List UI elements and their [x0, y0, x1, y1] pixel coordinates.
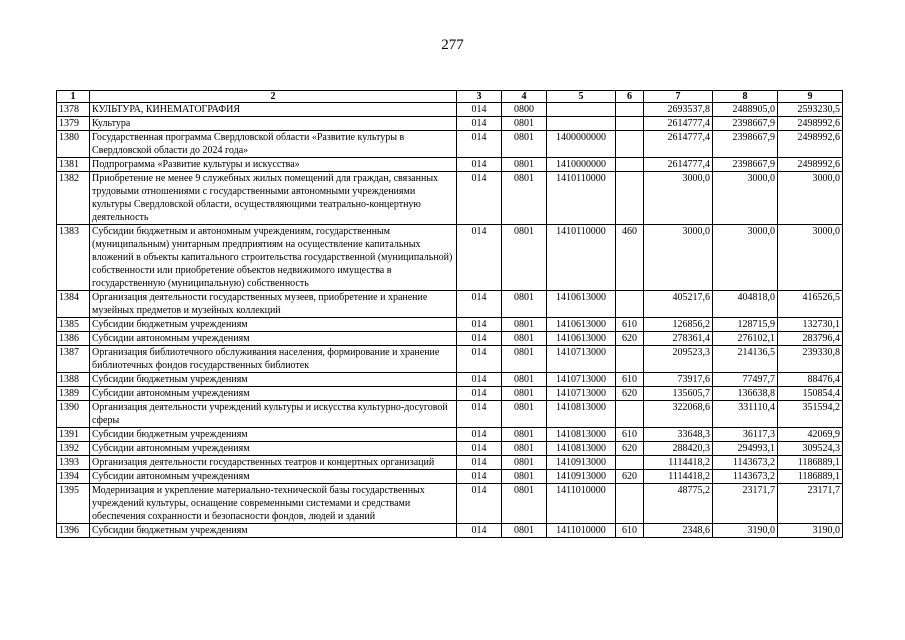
table-row: [57, 117, 843, 131]
row-number-cell: 1380: [57, 131, 90, 158]
amount-col9-cell: 2498992,6: [778, 131, 843, 158]
amount-col8-cell: 214136,5: [713, 346, 778, 373]
amount-col9-cell: 351594,2: [778, 401, 843, 428]
expense-type-cell: [616, 172, 644, 225]
amount-col8-cell: 23171,7: [713, 484, 778, 524]
target-article-cell: 1410613000: [547, 318, 616, 332]
item-name-cell: Субсидии автономным учреждениям: [90, 470, 457, 484]
table-header-row: [57, 91, 843, 103]
section-code-cell: 0801: [502, 470, 547, 484]
expense-type-cell: [616, 346, 644, 373]
row-number-cell: 1391: [57, 428, 90, 442]
row-number-cell: 1378: [57, 103, 90, 117]
section-code-cell: 0801: [502, 428, 547, 442]
ministry-code-cell: 014: [457, 346, 502, 373]
ministry-code-cell: 014: [457, 332, 502, 346]
expense-type-cell: 620: [616, 470, 644, 484]
row-number-cell: 1388: [57, 373, 90, 387]
table-row: [57, 524, 843, 538]
target-article-cell: 1410813000: [547, 401, 616, 428]
column-header: 7: [644, 91, 713, 103]
amount-col9-cell: 416526,5: [778, 291, 843, 318]
section-code-cell: 0801: [502, 117, 547, 131]
amount-col9-cell: 2498992,6: [778, 117, 843, 131]
ministry-code-cell: 014: [457, 291, 502, 318]
row-number-cell: 1385: [57, 318, 90, 332]
target-article-cell: 1410110000: [547, 225, 616, 291]
section-code-cell: 0801: [502, 484, 547, 524]
amount-col8-cell: 36117,3: [713, 428, 778, 442]
item-name-cell: Субсидии бюджетным учреждениям: [90, 524, 457, 538]
expense-type-cell: [616, 456, 644, 470]
target-article-cell: 1400000000: [547, 131, 616, 158]
section-code-cell: 0801: [502, 373, 547, 387]
row-number-cell: 1389: [57, 387, 90, 401]
item-name-cell: Организация деятельности государственных музеев, приобретение и хранение музейных предметов и музейных коллекций: [90, 291, 457, 318]
amount-col7-cell: 3000,0: [644, 172, 713, 225]
column-header: 3: [457, 91, 502, 103]
section-code-cell: 0801: [502, 401, 547, 428]
table-row: [57, 401, 843, 428]
amount-col8-cell: 1143673,2: [713, 456, 778, 470]
section-code-cell: 0801: [502, 131, 547, 158]
ministry-code-cell: 014: [457, 387, 502, 401]
amount-col7-cell: 135605,7: [644, 387, 713, 401]
row-number-cell: 1387: [57, 346, 90, 373]
expense-type-cell: [616, 103, 644, 117]
amount-col9-cell: 23171,7: [778, 484, 843, 524]
ministry-code-cell: 014: [457, 225, 502, 291]
amount-col7-cell: 2348,6: [644, 524, 713, 538]
amount-col9-cell: 42069,9: [778, 428, 843, 442]
amount-col8-cell: 276102,1: [713, 332, 778, 346]
section-code-cell: 0801: [502, 346, 547, 373]
item-name-cell: Субсидии автономным учреждениям: [90, 387, 457, 401]
item-name-cell: КУЛЬТУРА, КИНЕМАТОГРАФИЯ: [90, 103, 457, 117]
amount-col7-cell: 322068,6: [644, 401, 713, 428]
row-number-cell: 1390: [57, 401, 90, 428]
ministry-code-cell: 014: [457, 131, 502, 158]
expense-type-cell: [616, 158, 644, 172]
amount-col9-cell: 3000,0: [778, 225, 843, 291]
ministry-code-cell: 014: [457, 172, 502, 225]
table-row: [57, 158, 843, 172]
expense-type-cell: [616, 484, 644, 524]
target-article-cell: 1410713000: [547, 387, 616, 401]
amount-col8-cell: 136638,8: [713, 387, 778, 401]
row-number-cell: 1384: [57, 291, 90, 318]
section-code-cell: 0801: [502, 318, 547, 332]
item-name-cell: Организация деятельности учреждений культуры и искусства культурно-досуговой сферы: [90, 401, 457, 428]
ministry-code-cell: 014: [457, 103, 502, 117]
item-name-cell: Организация деятельности государственных театров и концертных организаций: [90, 456, 457, 470]
item-name-cell: Субсидии бюджетным учреждениям: [90, 428, 457, 442]
ministry-code-cell: 014: [457, 442, 502, 456]
table-row: [57, 131, 843, 158]
amount-col8-cell: 294993,1: [713, 442, 778, 456]
table-row: [57, 387, 843, 401]
item-name-cell: Государственная программа Свердловской области «Развитие культуры в Свердловской области до 2024 года»: [90, 131, 457, 158]
amount-col7-cell: 288420,3: [644, 442, 713, 456]
amount-col7-cell: 2693537,8: [644, 103, 713, 117]
amount-col8-cell: 77497,7: [713, 373, 778, 387]
target-article-cell: 1411010000: [547, 484, 616, 524]
expense-type-cell: 620: [616, 332, 644, 346]
target-article-cell: 1410713000: [547, 346, 616, 373]
amount-col8-cell: 3000,0: [713, 172, 778, 225]
table-row: [57, 346, 843, 373]
target-article-cell: 1410813000: [547, 442, 616, 456]
item-name-cell: Субсидии бюджетным и автономным учреждениям, государственным (муниципальным) унитарным предприятиям на осуществление капитальных вложений в объекты капитального строительства государственной (муниципальной) собственности или приобретение объектов недвижимого имущества в государственную (муниципальную) собственность: [90, 225, 457, 291]
expense-type-cell: 610: [616, 318, 644, 332]
amount-col7-cell: 405217,6: [644, 291, 713, 318]
item-name-cell: Приобретение не менее 9 служебных жилых помещений для граждан, связанных трудовыми отношениями с государственными автономными учреждениями культуры Свердловской области, осуществляющими театрально-концертную деятельность: [90, 172, 457, 225]
row-number-cell: 1392: [57, 442, 90, 456]
page-number: 277: [441, 37, 464, 53]
expense-type-cell: 620: [616, 442, 644, 456]
amount-col9-cell: 150854,4: [778, 387, 843, 401]
row-number-cell: 1395: [57, 484, 90, 524]
expense-type-cell: [616, 117, 644, 131]
section-code-cell: 0801: [502, 291, 547, 318]
row-number-cell: 1394: [57, 470, 90, 484]
column-header: 4: [502, 91, 547, 103]
expense-type-cell: 620: [616, 387, 644, 401]
column-header: 5: [547, 91, 616, 103]
ministry-code-cell: 014: [457, 158, 502, 172]
target-article-cell: 1410000000: [547, 158, 616, 172]
section-code-cell: 0801: [502, 172, 547, 225]
amount-col7-cell: 209523,3: [644, 346, 713, 373]
expense-type-cell: [616, 291, 644, 318]
section-code-cell: 0800: [502, 103, 547, 117]
section-code-cell: 0801: [502, 332, 547, 346]
amount-col8-cell: 128715,9: [713, 318, 778, 332]
section-code-cell: 0801: [502, 456, 547, 470]
amount-col8-cell: 2398667,9: [713, 131, 778, 158]
amount-col8-cell: 1143673,2: [713, 470, 778, 484]
amount-col7-cell: 2614777,4: [644, 131, 713, 158]
ministry-code-cell: 014: [457, 373, 502, 387]
table-row: [57, 428, 843, 442]
budget-table: [56, 90, 843, 538]
amount-col8-cell: 2488905,0: [713, 103, 778, 117]
item-name-cell: Подпрограмма «Развитие культуры и искусства»: [90, 158, 457, 172]
column-header: 9: [778, 91, 843, 103]
row-number-cell: 1382: [57, 172, 90, 225]
item-name-cell: Субсидии бюджетным учреждениям: [90, 318, 457, 332]
table-row: [57, 332, 843, 346]
target-article-cell: 1410713000: [547, 373, 616, 387]
amount-col7-cell: 2614777,4: [644, 158, 713, 172]
amount-col9-cell: 1186889,1: [778, 456, 843, 470]
ministry-code-cell: 014: [457, 318, 502, 332]
amount-col8-cell: 3190,0: [713, 524, 778, 538]
column-header: 2: [90, 91, 457, 103]
amount-col7-cell: 48775,2: [644, 484, 713, 524]
amount-col9-cell: 1186889,1: [778, 470, 843, 484]
amount-col9-cell: 309524,3: [778, 442, 843, 456]
table-row: [57, 291, 843, 318]
item-name-cell: Организация библиотечного обслуживания населения, формирование и хранение библиотечных фондов государственных библиотек: [90, 346, 457, 373]
table-row: [57, 456, 843, 470]
amount-col9-cell: 3190,0: [778, 524, 843, 538]
column-header: 8: [713, 91, 778, 103]
section-code-cell: 0801: [502, 524, 547, 538]
amount-col9-cell: 2593230,5: [778, 103, 843, 117]
expense-type-cell: 460: [616, 225, 644, 291]
section-code-cell: 0801: [502, 225, 547, 291]
amount-col7-cell: 1114418,2: [644, 456, 713, 470]
section-code-cell: 0801: [502, 442, 547, 456]
table-row: [57, 442, 843, 456]
target-article-cell: 1410813000: [547, 428, 616, 442]
ministry-code-cell: 014: [457, 117, 502, 131]
row-number-cell: 1396: [57, 524, 90, 538]
table-row: [57, 225, 843, 291]
target-article-cell: 1410913000: [547, 456, 616, 470]
target-article-cell: 1410613000: [547, 332, 616, 346]
expense-type-cell: [616, 131, 644, 158]
row-number-cell: 1381: [57, 158, 90, 172]
amount-col8-cell: 3000,0: [713, 225, 778, 291]
ministry-code-cell: 014: [457, 428, 502, 442]
column-header: 6: [616, 91, 644, 103]
amount-col7-cell: 278361,4: [644, 332, 713, 346]
table-row: [57, 172, 843, 225]
amount-col7-cell: 2614777,4: [644, 117, 713, 131]
section-code-cell: 0801: [502, 158, 547, 172]
amount-col7-cell: 1114418,2: [644, 470, 713, 484]
amount-col8-cell: 2398667,9: [713, 158, 778, 172]
row-number-cell: 1386: [57, 332, 90, 346]
row-number-cell: 1379: [57, 117, 90, 131]
amount-col7-cell: 73917,6: [644, 373, 713, 387]
ministry-code-cell: 014: [457, 470, 502, 484]
item-name-cell: Субсидии автономным учреждениям: [90, 332, 457, 346]
expense-type-cell: 610: [616, 428, 644, 442]
amount-col9-cell: 132730,1: [778, 318, 843, 332]
item-name-cell: Модернизация и укрепление материально-технической базы государственных учреждений культуры, оснащение современными системами и средствами обеспечения сохранности и безопасности фондов, людей и зданий: [90, 484, 457, 524]
amount-col9-cell: 88476,4: [778, 373, 843, 387]
expense-type-cell: [616, 401, 644, 428]
amount-col7-cell: 126856,2: [644, 318, 713, 332]
ministry-code-cell: 014: [457, 401, 502, 428]
expense-type-cell: 610: [616, 373, 644, 387]
table-row: [57, 103, 843, 117]
ministry-code-cell: 014: [457, 524, 502, 538]
ministry-code-cell: 014: [457, 456, 502, 470]
table-row: [57, 318, 843, 332]
column-header: 1: [57, 91, 90, 103]
row-number-cell: 1393: [57, 456, 90, 470]
amount-col9-cell: 3000,0: [778, 172, 843, 225]
item-name-cell: Субсидии бюджетным учреждениям: [90, 373, 457, 387]
target-article-cell: [547, 103, 616, 117]
amount-col8-cell: 2398667,9: [713, 117, 778, 131]
item-name-cell: Субсидии автономным учреждениям: [90, 442, 457, 456]
table-row: [57, 373, 843, 387]
ministry-code-cell: 014: [457, 484, 502, 524]
target-article-cell: 1410913000: [547, 470, 616, 484]
table-row: [57, 484, 843, 524]
target-article-cell: 1410110000: [547, 172, 616, 225]
table-row: [57, 470, 843, 484]
amount-col8-cell: 331110,4: [713, 401, 778, 428]
row-number-cell: 1383: [57, 225, 90, 291]
section-code-cell: 0801: [502, 387, 547, 401]
amount-col9-cell: 239330,8: [778, 346, 843, 373]
item-name-cell: Культура: [90, 117, 457, 131]
amount-col9-cell: 283796,4: [778, 332, 843, 346]
amount-col7-cell: 3000,0: [644, 225, 713, 291]
amount-col8-cell: 404818,0: [713, 291, 778, 318]
target-article-cell: [547, 117, 616, 131]
expense-type-cell: 610: [616, 524, 644, 538]
target-article-cell: 1411010000: [547, 524, 616, 538]
target-article-cell: 1410613000: [547, 291, 616, 318]
amount-col7-cell: 33648,3: [644, 428, 713, 442]
amount-col9-cell: 2498992,6: [778, 158, 843, 172]
